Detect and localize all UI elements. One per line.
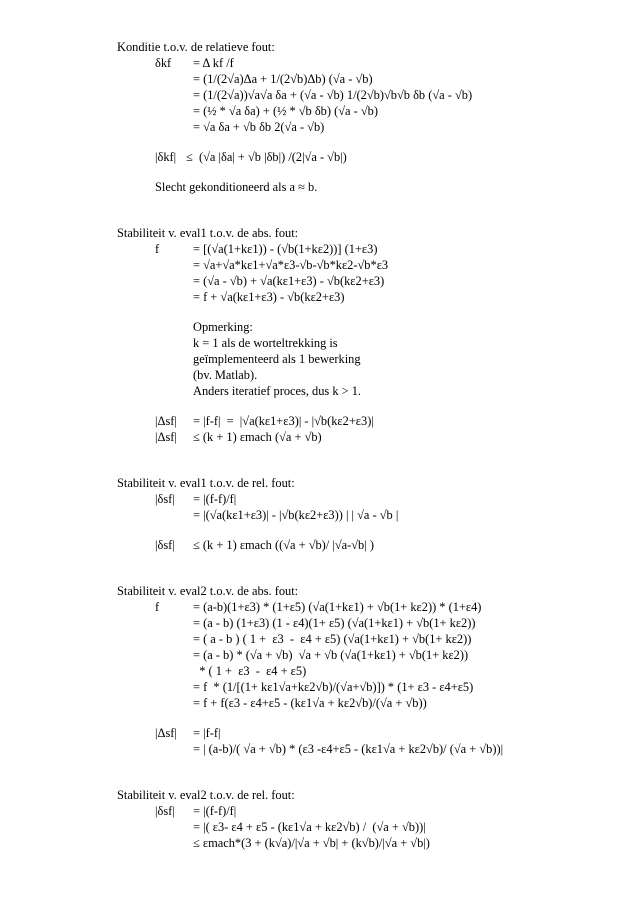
formula-line: = |( ε3- ε4 + ε5 - (kε1√a + kε2√b) / (√a + √b))| [193,820,426,834]
formula-line: ≤ (√a |δa| + √b |δb|) /(2|√a - √b|) [186,150,347,164]
formula-line: = Δ kf /f [193,56,234,70]
formula-label: |Δsf| [155,414,177,428]
formula-line: = (½ * √a δa) + (½ * √b δb) (√a - √b) [193,104,378,118]
formula-line: = |f-f| [193,726,221,740]
section-heading: Stabiliteit v. eval2 t.o.v. de rel. fout: [117,788,295,802]
formula-label: |δsf| [155,804,175,818]
formula-line: = (a - b) (1+ε3) (1 - ε4)(1+ ε5) (√a(1+kε1) + √b(1+ kε2)) [193,616,476,630]
section-heading: Konditie t.o.v. de relatieve fout: [117,40,275,54]
formula-line: = f * (1/[(1+ kε1√a+kε2√b)/(√a+√b)]) * (1+ ε3 - ε4+ε5) [193,680,474,694]
formula-line: = f + f(ε3 - ε4+ε5 - (kε1√a + kε2√b)/(√a + √b)) [193,696,427,710]
section-heading: Stabiliteit v. eval1 t.o.v. de rel. fout: [117,476,295,490]
formula-line: = (1/(2√a))√a√a δa + (√a - √b) 1/(2√b)√b√b δb (√a - √b) [193,88,473,102]
formula-line: = (1/(2√a)Δa + 1/(2√b)Δb) (√a - √b) [193,72,373,86]
formula-label: |δsf| [155,538,175,552]
note-text: Slecht gekonditioneerd als a ≈ b. [155,180,318,194]
formula-line: * ( 1 + ε3 - ε4 + ε5) [193,664,307,678]
formula-line: = (a - b) * (√a + √b) √a + √b (√a(1+kε1) + √b(1+ kε2)) [193,648,469,662]
formula-line: = |(f-f)/f| [193,804,237,818]
remark-line: (bv. Matlab). [193,368,258,382]
remark-line: Anders iteratief proces, dus k > 1. [193,384,362,398]
formula-line: = [(√a(1+kε1)) - (√b(1+kε2))] (1+ε3) [193,242,378,256]
formula-line: = √a δa + √b δb 2(√a - √b) [193,120,325,134]
formula-label: f [155,600,160,614]
formula-label: |Δsf| [155,726,177,740]
formula-label: δkf [155,56,172,70]
formula-line: ≤ εmach*(3 + (k√a)/|√a + √b| + (k√b)/|√a + √b|) [193,836,430,850]
formula-label: |δkf| [155,150,177,164]
formula-line: = |(√a(kε1+ε3)| - |√b(kε2+ε3)) | | √a - √b | [193,508,399,522]
formula-label: f [155,242,160,256]
formula-line: = |f-f| = |√a(kε1+ε3)| - |√b(kε2+ε3)| [193,414,374,428]
formula-line: = |(f-f)/f| [193,492,237,506]
formula-label: |δsf| [155,492,175,506]
formula-line: ≤ (k + 1) εmach ((√a + √b)/ |√a-√b| ) [193,538,374,552]
formula-line: ≤ (k + 1) εmach (√a + √b) [193,430,322,444]
remark-line: k = 1 als de worteltrekking is [193,336,338,350]
section-heading: Stabiliteit v. eval1 t.o.v. de abs. fout: [117,226,299,240]
formula-line: = (a-b)(1+ε3) * (1+ε5) (√a(1+kε1) + √b(1+ kε2)) * (1+ε4) [193,600,482,614]
formula-label: |Δsf| [155,430,177,444]
formula-line: = (√a - √b) + √a(kε1+ε3) - √b(kε2+ε3) [193,274,385,288]
formula-line: = ( a - b ) ( 1 + ε3 - ε4 + ε5) (√a(1+kε1) + √b(1+ kε2)) [193,632,472,646]
formula-line: = f + √a(kε1+ε3) - √b(kε2+ε3) [193,290,345,304]
formula-line: = | (a-b)/( √a + √b) * (ε3 -ε4+ε5 - (kε1√a + kε2√b)/ (√a + √b))| [193,742,504,756]
section-heading: Stabiliteit v. eval2 t.o.v. de abs. fout: [117,584,299,598]
remark-heading: Opmerking: [193,320,253,334]
formula-line: = √a+√a*kε1+√a*ε3-√b-√b*kε2-√b*ε3 [193,258,389,272]
remark-line: geïmplementeerd als 1 bewerking [193,352,361,366]
